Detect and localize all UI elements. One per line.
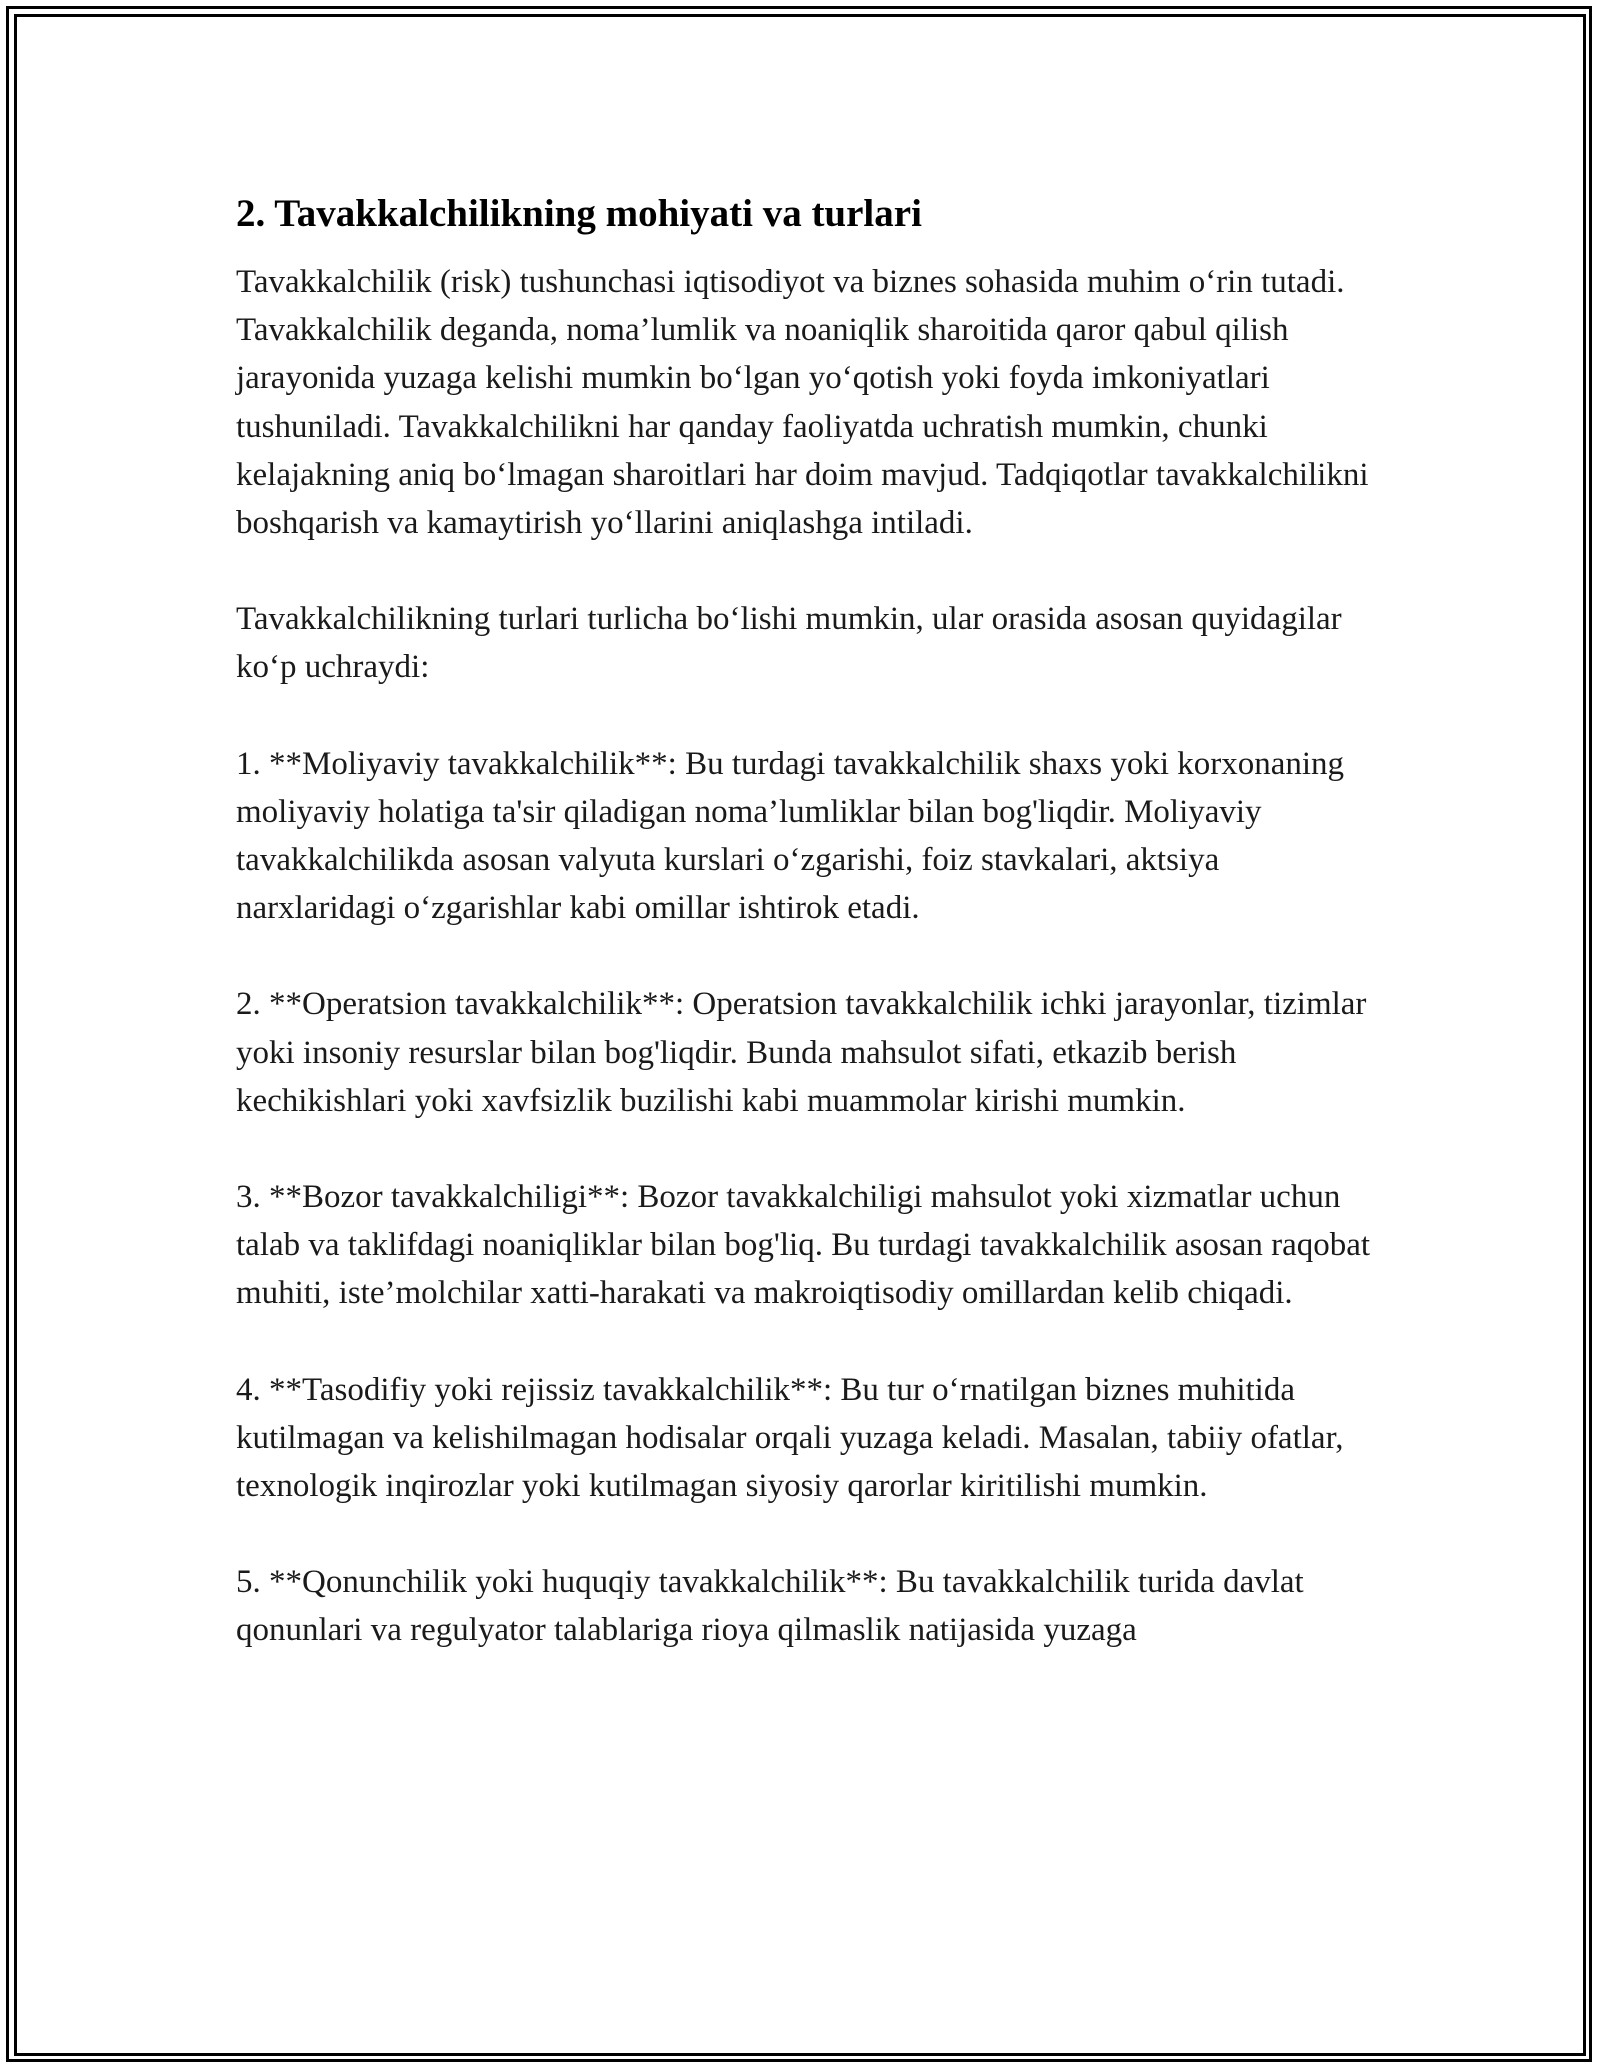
list-item-legal-risk: 5. **Qonunchilik yoki huquqiy tavakkalchilik**: Bu tavakkalchilik turida davlat qonunlari va regulyator talablariga rioya qilmaslik natijasida yuzaga <box>236 1564 1304 1649</box>
list-item-market-risk: 3. **Bozor tavakkalchiligi**: Bozor tavakkalchiligi mahsulot yoki xizmatlar uchun talab va taklifdagi noaniqliklar bilan bog'liq. Bu turdagi tavakkalchilik asosan raqobat muhiti, iste’molchilar xatti-harakati va makroiqtisodiy omillardan kelib chiqadi. <box>236 1179 1371 1312</box>
list-item-financial-risk: 1. **Moliyaviy tavakkalchilik**: Bu turdagi tavakkalchilik shaxs yoki korxonaning moliyaviy holatiga ta'sir qiladigan noma’lumliklar bilan bog'liqdir. Moliyaviy tavakkalchilikda asosan valyuta kurslari o‘zgarishi, foiz stavkalari, aktsiya narxlaridagi o‘zgarishlar kabi omillar ishtirok etadi. <box>236 745 1345 927</box>
document-body <box>236 186 1386 1655</box>
list-item-operational-risk: 2. **Operatsion tavakkalchilik**: Operatsion tavakkalchilik ichki jarayonlar, tizimlar yoki insoniy resurslar bilan bog'liqdir. Bunda mahsulot sifati, etkazib berish kechikishlari yoki xavfsizlik buzilishi kabi muammolar kirishi mumkin. <box>236 986 1367 1119</box>
intro-paragraph: Tavakkalchilik (risk) tushunchasi iqtisodiyot va biznes sohasida muhim o‘rin tutadi. Tavakkalchilik deganda, noma’lumlik va noaniqlik sharoitida qaror qabul qilish jarayonida yuzaga kelishi mumkin bo‘lgan yo‘qotish yoki foyda imkoniyatlari tushuniladi. Tavakkalchilikni har qanday faoliyatda uchratish mumkin, chunki kelajakning aniq bo‘lmagan sharoitlari har doim mavjud. Tadqiqotlar tavakkalchilikni boshqarish va kamaytirish yo‘llarini aniqlashga intiladi. <box>236 264 1369 542</box>
list-item-random-risk: 4. **Tasodifiy yoki rejissiz tavakkalchilik**: Bu tur o‘rnatilgan biznes muhitida kutilmagan va kelishilmagan hodisalar orqali yuzaga keladi. Masalan, tabiiy ofatlar, texnologik inqirozlar yoki kutilmagan siyosiy qarorlar kiritilishi mumkin. <box>236 1371 1344 1505</box>
section-heading: 2. Tavakkalchilikning mohiyati va turlari <box>236 192 922 235</box>
types-intro-paragraph: Tavakkalchilikning turlari turlicha bo‘lishi mumkin, ular orasida asosan quyidagilar ko‘p uchraydi: <box>236 601 1342 686</box>
